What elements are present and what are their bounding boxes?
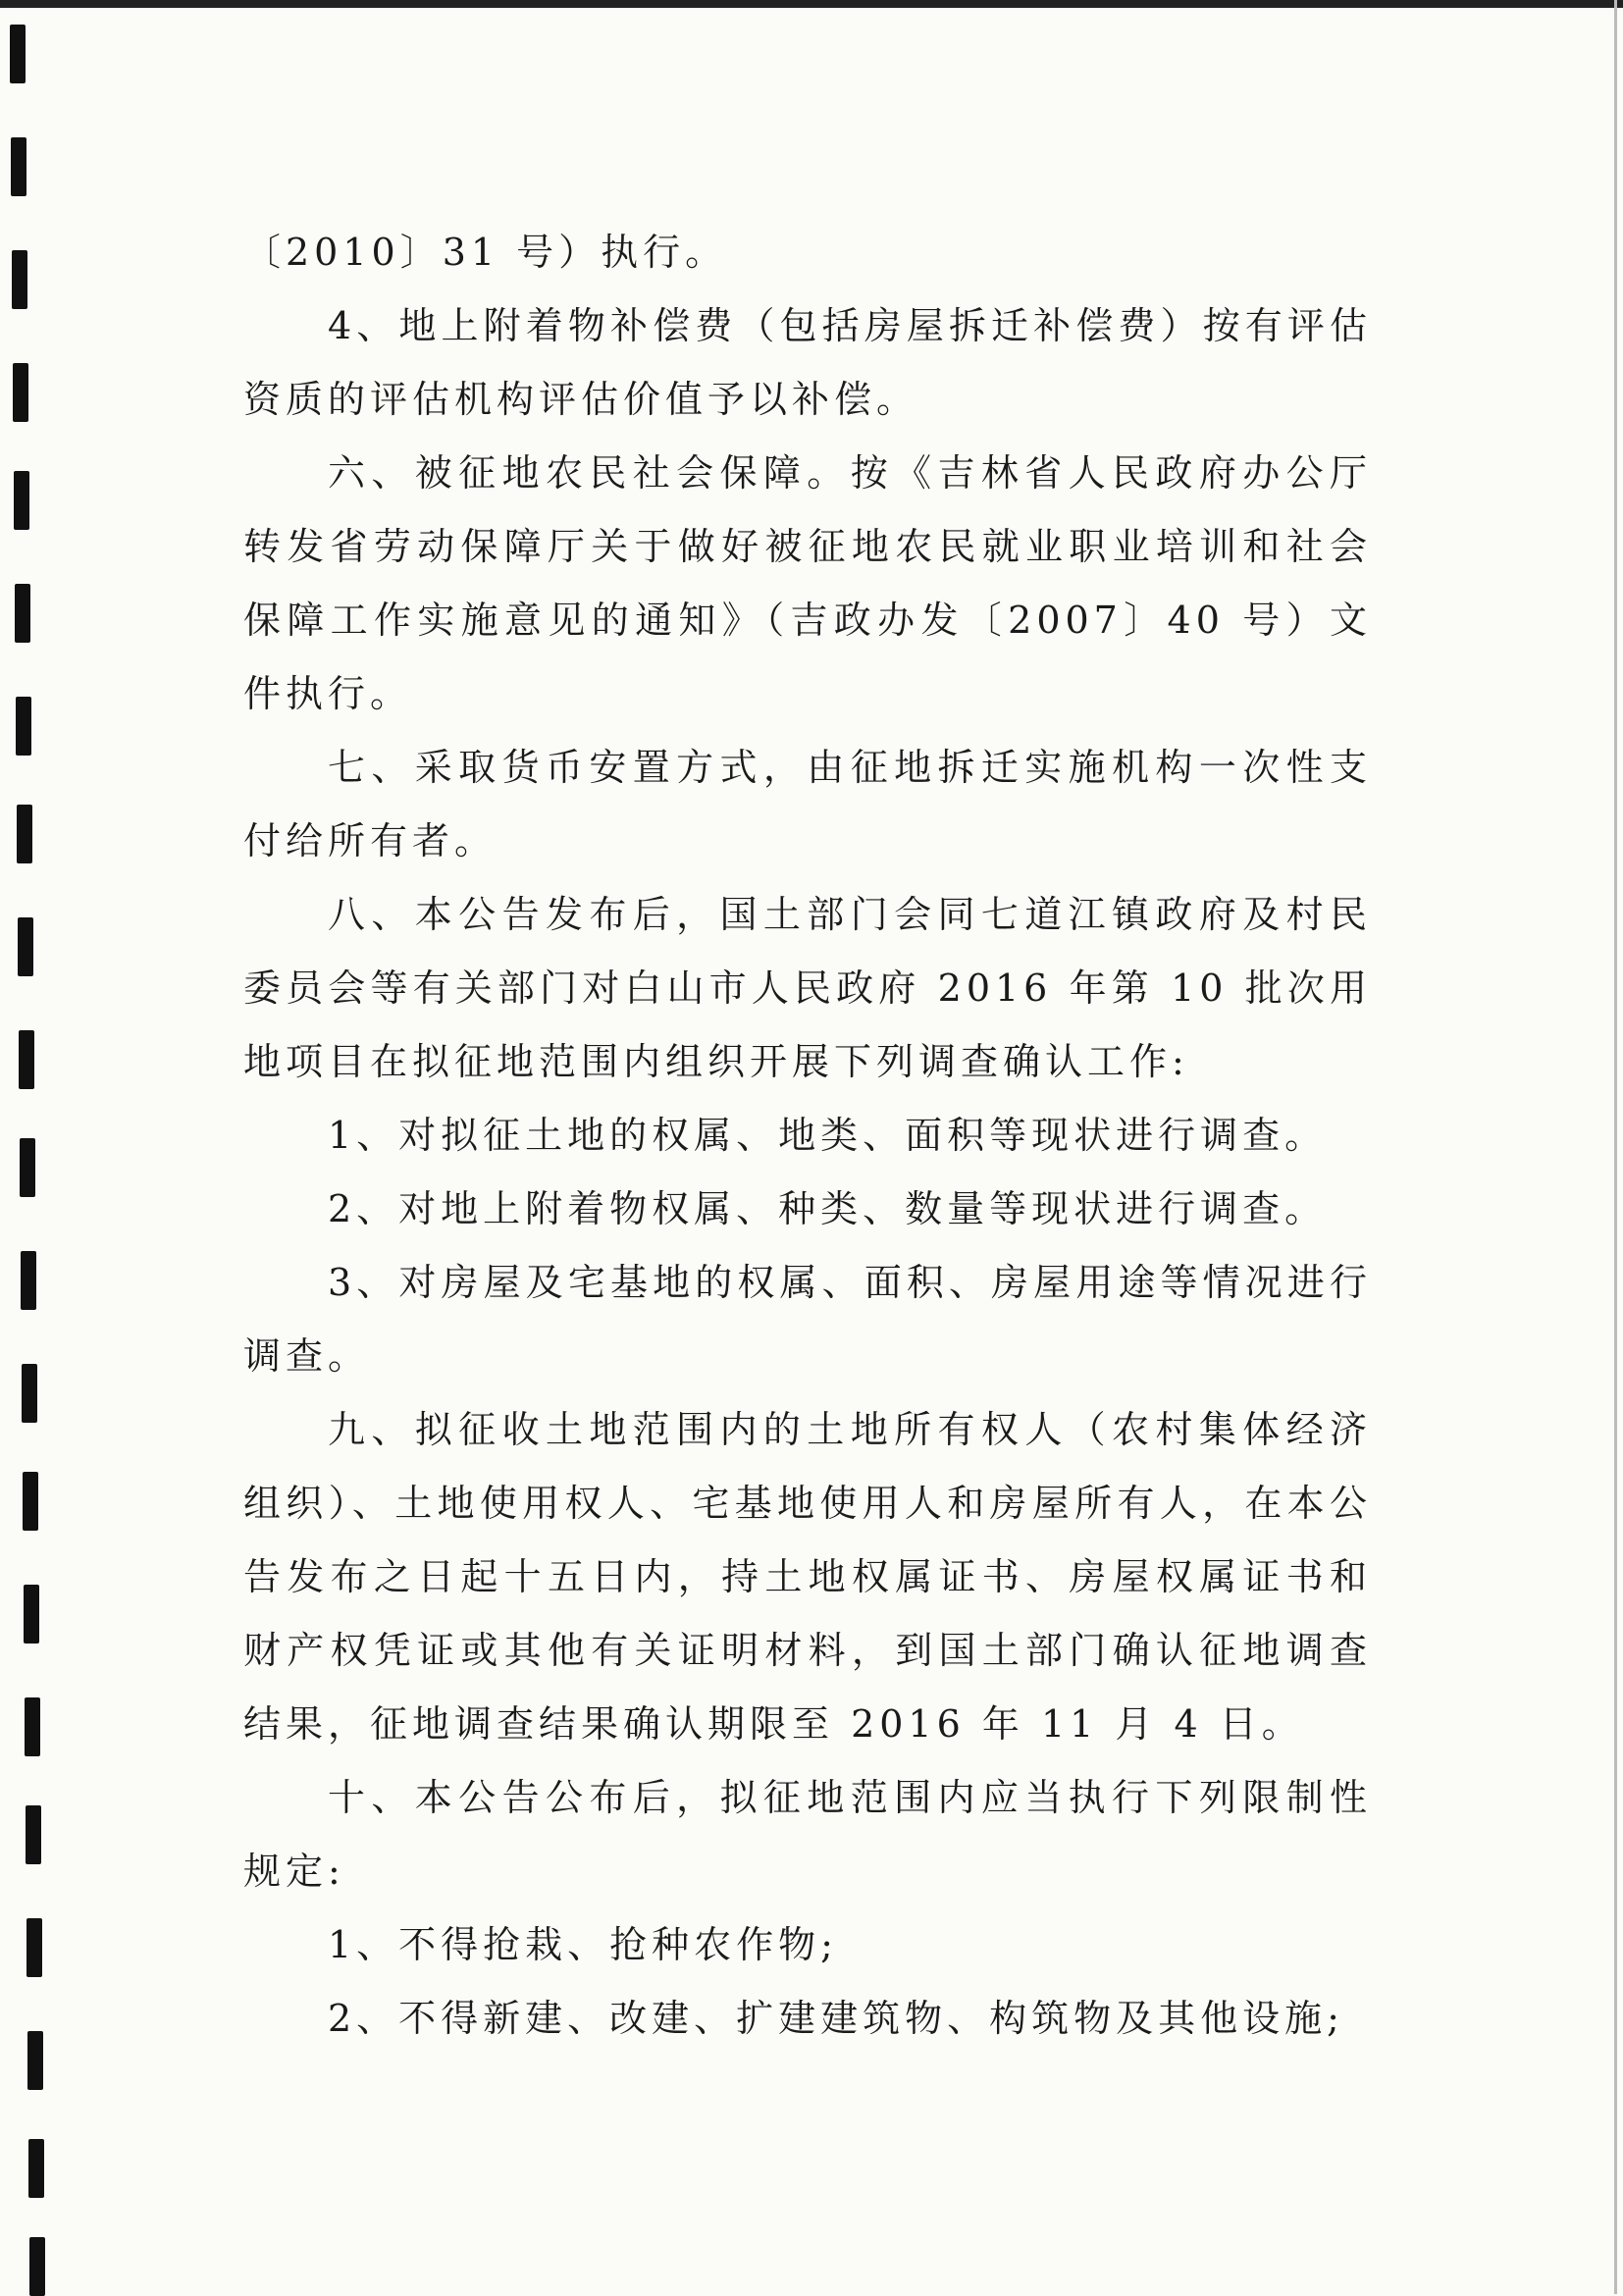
scan-top-edge <box>0 0 1623 8</box>
binding-hole <box>26 1918 42 1977</box>
binding-hole <box>24 1585 39 1644</box>
binding-hole <box>12 250 27 309</box>
paragraph-survey-item-1: 1、对拟征土地的权属、地类、面积等现状进行调查。 <box>328 1114 1328 1157</box>
binding-hole <box>14 471 29 530</box>
binding-hole <box>17 805 32 863</box>
paragraph-section-7-resettlement: 七、采取货币安置方式，由征地拆迁实施机构一次性支付给所有者。 <box>243 746 1372 862</box>
paragraph-section-10-restrictions: 十、本公告公布后，拟征地范围内应当执行下列限制性规定: <box>243 1776 1372 1893</box>
scan-right-edge <box>1614 0 1617 2294</box>
binding-hole <box>23 1472 38 1531</box>
paragraph-survey-item-3: 3、对房屋及宅基地的权属、面积、房屋用途等情况进行调查。 <box>243 1261 1372 1378</box>
binding-holes <box>0 0 79 2294</box>
binding-hole <box>29 2237 45 2296</box>
binding-hole <box>11 137 26 196</box>
binding-hole <box>18 917 33 976</box>
paragraph-restriction-item-2: 2、不得新建、改建、扩建建筑物、构筑物及其他设施; <box>328 1997 1344 2040</box>
binding-hole <box>15 584 30 643</box>
binding-hole <box>20 1138 35 1197</box>
binding-hole <box>25 1697 40 1756</box>
binding-hole <box>10 25 26 83</box>
binding-hole <box>28 2139 44 2198</box>
paragraph-continuation: 〔2010〕31 号）执行。 <box>243 231 728 274</box>
binding-hole <box>22 1364 37 1423</box>
binding-hole <box>16 697 31 756</box>
binding-hole <box>13 363 28 422</box>
paragraph-section-8-survey: 八、本公告发布后，国土部门会同七道江镇政府及村民委员会等有关部门对白山市人民政府 2016 年第 10 批次用地项目在拟征地范围内组织开展下列调查确认工作: <box>243 893 1372 1083</box>
paragraph-restriction-item-1: 1、不得抢栽、抢种农作物; <box>328 1923 838 1966</box>
binding-hole <box>21 1251 36 1310</box>
paragraph-item-4-compensation: 4、地上附着物补偿费（包括房屋拆迁补偿费）按有评估资质的评估机构评估价值予以补偿。 <box>243 304 1372 421</box>
paragraph-section-9-confirmation: 九、拟征收土地范围内的土地所有权人（农村集体经济组织）、土地使用权人、宅基地使用人和房屋所有人，在本公告发布之日起十五日内，持土地权属证书、房屋权属证书和财产权凭证或其他有关证明材料，到国土部门确认征地调查结果，征地调查结果确认期限至 2016 年 11 月 4 日。 <box>243 1408 1372 1746</box>
binding-hole <box>26 1805 41 1864</box>
paragraph-survey-item-2: 2、对地上附着物权属、种类、数量等现状进行调查。 <box>328 1187 1328 1230</box>
binding-hole <box>27 2031 43 2090</box>
document-body <box>243 216 1372 2056</box>
binding-hole <box>19 1030 34 1089</box>
paragraph-section-6-social-security: 六、被征地农民社会保障。按《吉林省人民政府办公厅转发省劳动保障厅关于做好被征地农民就业职业培训和社会保障工作实施意见的通知》（吉政办发〔2007〕40 号）文件执行。 <box>243 451 1372 715</box>
